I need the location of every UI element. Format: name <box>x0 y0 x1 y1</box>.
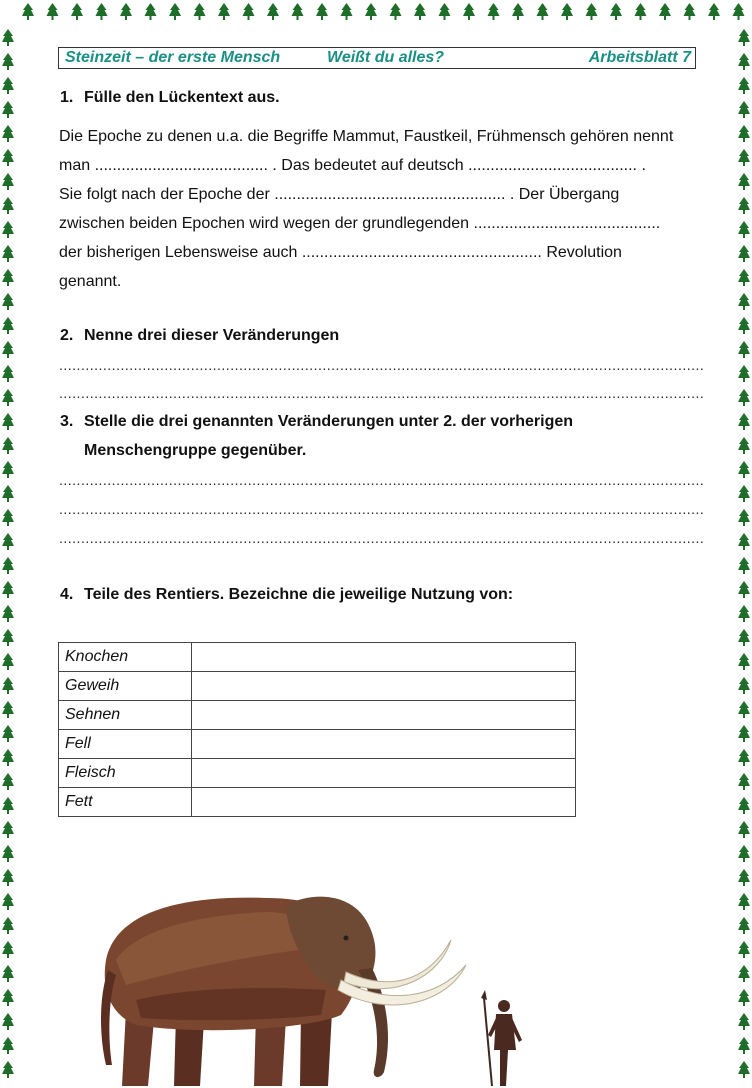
question-3-title-continued: Menschengruppe gegenüber. <box>84 442 307 459</box>
tree-border-icon <box>2 317 14 334</box>
tree-border-icon <box>561 3 573 20</box>
tree-border-icon <box>738 1061 750 1078</box>
tree-border-icon <box>2 101 14 118</box>
answer-line[interactable]: ................................................................................................................................................... <box>59 472 705 488</box>
part-label: Fleisch <box>59 759 192 788</box>
table-row <box>59 788 576 817</box>
cloze-line: zwischen beiden Epochen wird wegen der grundlegenden .......................................... <box>59 215 661 232</box>
answer-line[interactable]: ................................................................................................................................................... <box>59 530 705 546</box>
tree-border-icon <box>463 3 475 20</box>
tree-border-icon <box>738 821 750 838</box>
part-label: Fett <box>59 788 192 817</box>
tree-border-icon <box>738 245 750 262</box>
header-subtitle: Weißt du alles? <box>327 49 445 66</box>
tree-border-icon <box>738 149 750 166</box>
tree-border-icon <box>390 3 402 20</box>
tree-border-icon <box>2 437 14 454</box>
tree-border-icon <box>738 797 750 814</box>
tree-border-icon <box>2 989 14 1006</box>
tree-border-icon <box>738 341 750 358</box>
tree-border-icon <box>2 485 14 502</box>
tree-border-icon <box>738 677 750 694</box>
answer-line[interactable]: ................................................................................................................................................... <box>59 501 705 517</box>
tree-border-icon <box>708 3 720 20</box>
tree-border-icon <box>2 821 14 838</box>
header-sheet-number: Arbeitsblatt 7 <box>588 49 691 66</box>
usage-cell[interactable] <box>192 759 576 788</box>
tree-border-icon <box>2 1061 14 1078</box>
tree-border-icon <box>2 1037 14 1054</box>
tree-border-icon <box>738 869 750 886</box>
tree-border-icon <box>2 869 14 886</box>
tree-border-icon <box>2 245 14 262</box>
tree-border-right <box>736 0 752 1088</box>
tree-border-icon <box>267 3 279 20</box>
tree-border-icon <box>738 365 750 382</box>
answer-line[interactable]: ................................................................................................................................................... <box>59 357 705 373</box>
tree-border-icon <box>2 389 14 406</box>
tree-border-icon <box>738 461 750 478</box>
tree-border-icon <box>2 125 14 142</box>
tree-border-icon <box>738 989 750 1006</box>
tree-border-icon <box>120 3 132 20</box>
tree-border-icon <box>365 3 377 20</box>
tree-border-left <box>0 0 16 1088</box>
tree-border-icon <box>2 365 14 382</box>
tree-border-icon <box>2 341 14 358</box>
part-label: Fell <box>59 730 192 759</box>
tree-border-icon <box>2 269 14 286</box>
usage-cell[interactable] <box>192 672 576 701</box>
table-row <box>59 643 576 672</box>
tree-border-icon <box>738 197 750 214</box>
worksheet-header <box>58 47 696 69</box>
question-4-title: 4. Teile des Rentiers. Bezeichne die jeweilige Nutzung von: <box>60 586 514 603</box>
tree-border-icon <box>2 965 14 982</box>
tree-border-icon <box>635 3 647 20</box>
tree-border-icon <box>2 797 14 814</box>
tree-border-icon <box>439 3 451 20</box>
tree-border-icon <box>218 3 230 20</box>
tree-border-icon <box>2 653 14 670</box>
tree-border-icon <box>2 29 14 46</box>
tree-border-icon <box>2 773 14 790</box>
tree-border-icon <box>2 1013 14 1030</box>
tree-border-icon <box>512 3 524 20</box>
tree-border-icon <box>738 125 750 142</box>
tree-border-icon <box>738 629 750 646</box>
tree-border-icon <box>2 197 14 214</box>
cloze-line: Die Epoche zu denen u.a. die Begriffe Mammut, Faustkeil, Frühmensch gehören nennt <box>59 128 674 145</box>
tree-border-icon <box>738 749 750 766</box>
tree-border-icon <box>47 3 59 20</box>
tree-border-icon <box>2 581 14 598</box>
tree-border-icon <box>684 3 696 20</box>
tree-border-icon <box>738 413 750 430</box>
tree-border-icon <box>292 3 304 20</box>
tree-border-icon <box>738 101 750 118</box>
tree-border-icon <box>738 701 750 718</box>
tree-border-icon <box>243 3 255 20</box>
part-label: Sehnen <box>59 701 192 730</box>
question-3-title: 3. Stelle die drei genannten Veränderungen unter 2. der vorherigen <box>60 413 574 430</box>
cloze-line: genannt. <box>59 273 122 290</box>
part-label: Geweih <box>59 672 192 701</box>
tree-border-icon <box>738 221 750 238</box>
tree-border-icon <box>537 3 549 20</box>
tree-border-top <box>0 0 752 24</box>
tree-border-icon <box>738 533 750 550</box>
mammoth-illustration <box>96 890 536 1088</box>
tree-border-icon <box>316 3 328 20</box>
tree-border-icon <box>22 3 34 20</box>
tree-border-icon <box>2 893 14 910</box>
tree-border-icon <box>2 917 14 934</box>
tree-border-icon <box>738 965 750 982</box>
tree-border-icon <box>738 773 750 790</box>
usage-cell[interactable] <box>192 643 576 672</box>
tree-border-icon <box>2 509 14 526</box>
tree-border-icon <box>610 3 622 20</box>
tree-border-icon <box>2 845 14 862</box>
tree-border-icon <box>738 653 750 670</box>
tree-border-icon <box>2 605 14 622</box>
tree-border-icon <box>738 173 750 190</box>
tree-border-icon <box>2 725 14 742</box>
tree-border-icon <box>738 1013 750 1030</box>
tree-border-icon <box>2 533 14 550</box>
tree-border-icon <box>2 629 14 646</box>
tree-border-icon <box>738 893 750 910</box>
tree-border-icon <box>2 677 14 694</box>
table-row <box>59 672 576 701</box>
tree-border-icon <box>2 173 14 190</box>
tree-border-icon <box>738 845 750 862</box>
table-row <box>59 701 576 730</box>
tree-border-icon <box>738 509 750 526</box>
tree-border-icon <box>414 3 426 20</box>
tree-border-icon <box>2 293 14 310</box>
usage-cell[interactable] <box>192 701 576 730</box>
answer-line[interactable]: ................................................................................................................................................... <box>59 385 705 401</box>
table-row <box>59 759 576 788</box>
cloze-text <box>59 122 709 296</box>
tree-border-icon <box>738 605 750 622</box>
tree-border-icon <box>659 3 671 20</box>
tree-border-icon <box>2 557 14 574</box>
tree-border-icon <box>738 317 750 334</box>
tree-border-icon <box>738 917 750 934</box>
usage-cell[interactable] <box>192 788 576 817</box>
tree-border-icon <box>96 3 108 20</box>
tree-border-icon <box>738 581 750 598</box>
tree-border-icon <box>2 413 14 430</box>
tree-border-icon <box>71 3 83 20</box>
cloze-line: der bisherigen Lebensweise auch ...................................................... Revolution <box>59 244 622 261</box>
reindeer-parts-table <box>58 642 576 817</box>
hunter-illustration <box>481 990 522 1086</box>
table-row <box>59 730 576 759</box>
tree-border-icon <box>738 437 750 454</box>
question-2-title: 2. Nenne drei dieser Veränderungen <box>60 327 340 344</box>
tree-border-icon <box>2 701 14 718</box>
tree-border-icon <box>738 29 750 46</box>
tree-border-icon <box>738 1037 750 1054</box>
tree-border-icon <box>586 3 598 20</box>
tree-border-icon <box>738 269 750 286</box>
tree-border-icon <box>488 3 500 20</box>
tree-border-icon <box>2 149 14 166</box>
tree-border-icon <box>738 53 750 70</box>
tree-border-icon <box>169 3 181 20</box>
part-label: Knochen <box>59 643 192 672</box>
tree-border-icon <box>2 221 14 238</box>
tree-border-icon <box>2 77 14 94</box>
tree-border-icon <box>738 77 750 94</box>
tree-border-icon <box>738 941 750 958</box>
tree-border-icon <box>341 3 353 20</box>
question-1-title: 1. Fülle den Lückentext aus. <box>60 89 280 106</box>
tree-border-icon <box>738 389 750 406</box>
tree-border-icon <box>2 941 14 958</box>
tree-border-icon <box>738 557 750 574</box>
usage-cell[interactable] <box>192 730 576 759</box>
tree-border-icon <box>145 3 157 20</box>
tree-border-icon <box>2 461 14 478</box>
header-topic: Steinzeit – der erste Mensch <box>65 49 281 66</box>
tree-border-icon <box>738 485 750 502</box>
cloze-line: man ....................................... . Das bedeutet auf deutsch ...................................... . <box>59 157 646 174</box>
tree-border-icon <box>2 53 14 70</box>
tree-border-icon <box>738 725 750 742</box>
tree-border-icon <box>738 293 750 310</box>
tree-border-icon <box>2 749 14 766</box>
cloze-line: Sie folgt nach der Epoche der .................................................... . Der Übergang <box>59 186 620 203</box>
tree-border-icon <box>194 3 206 20</box>
